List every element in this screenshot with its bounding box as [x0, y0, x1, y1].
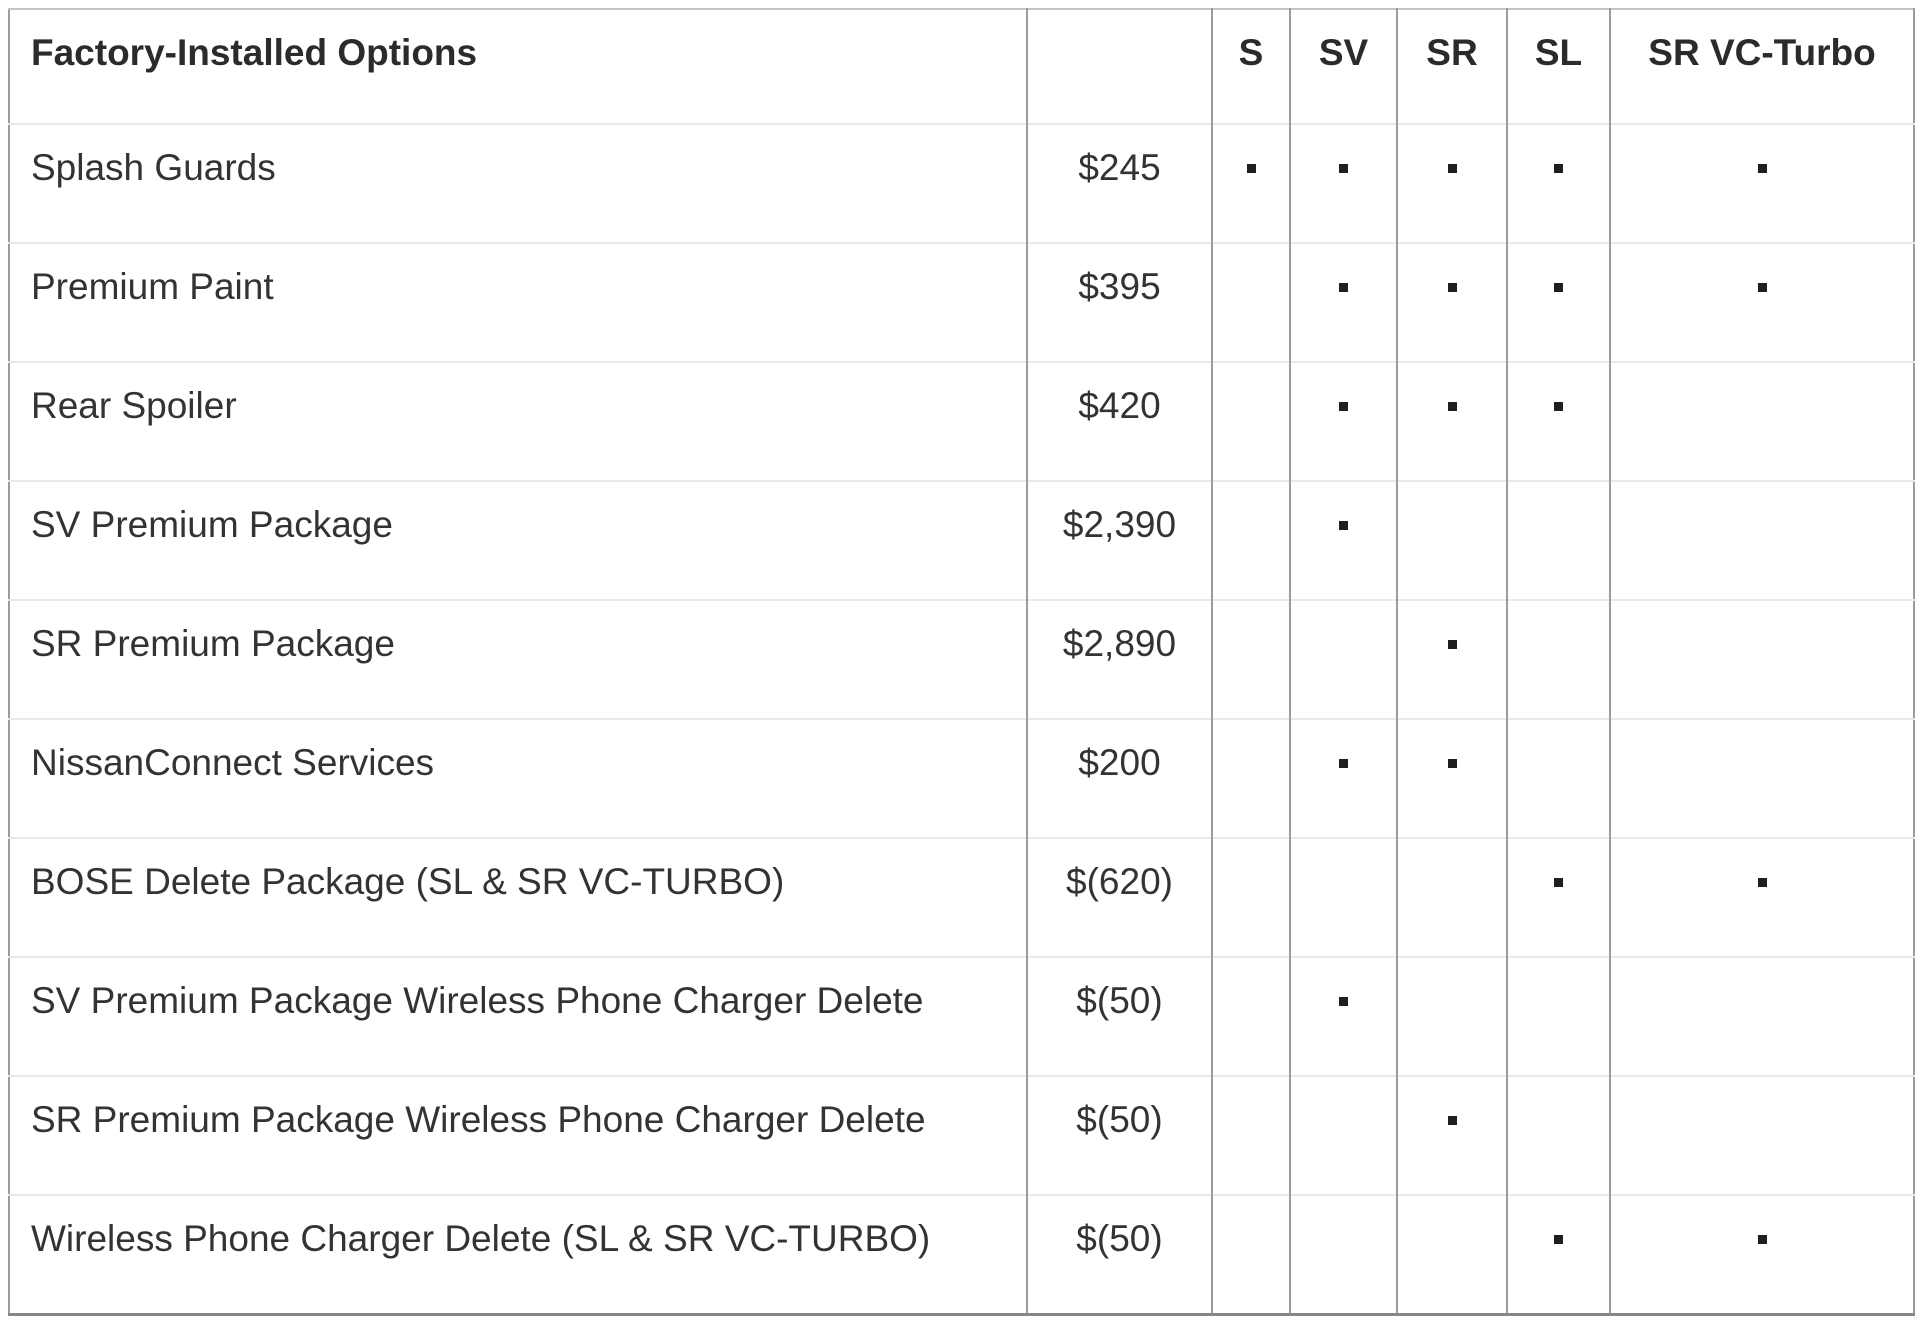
trim-header-sl: SL [1507, 9, 1610, 124]
options-table-body [9, 124, 1914, 1314]
availability-cell-sr [1397, 362, 1507, 481]
availability-dot [1339, 283, 1348, 292]
availability-cell-sr [1397, 600, 1507, 719]
availability-dot [1448, 164, 1457, 173]
table-title: Factory-Installed Options [31, 32, 478, 73]
table-row [9, 838, 1914, 957]
option-name: SR Premium Package Wireless Phone Charger Delete [9, 1076, 1027, 1195]
availability-cell-s [1212, 719, 1290, 838]
availability-dot [1339, 402, 1348, 411]
option-price: $2,390 [1027, 481, 1212, 600]
table-row [9, 600, 1914, 719]
availability-cell-sr [1397, 243, 1507, 362]
trim-header-sr: SR [1397, 9, 1507, 124]
availability-cell-sv [1290, 838, 1397, 957]
availability-cell-sl [1507, 1195, 1610, 1314]
availability-cell-sl [1507, 719, 1610, 838]
availability-cell-sr [1397, 481, 1507, 600]
availability-dot [1758, 878, 1767, 887]
availability-cell-s [1212, 1195, 1290, 1314]
header-row [9, 9, 1914, 124]
availability-dot [1247, 164, 1256, 173]
availability-cell-s [1212, 243, 1290, 362]
table-row [9, 362, 1914, 481]
table-row [9, 957, 1914, 1076]
availability-cell-sr-vc-turbo [1610, 838, 1914, 957]
availability-cell-sl [1507, 243, 1610, 362]
availability-dot [1448, 283, 1457, 292]
availability-cell-sr [1397, 957, 1507, 1076]
availability-dot [1554, 164, 1563, 173]
availability-cell-s [1212, 957, 1290, 1076]
availability-cell-sl [1507, 481, 1610, 600]
table-row [9, 243, 1914, 362]
option-price: $200 [1027, 719, 1212, 838]
availability-dot [1554, 402, 1563, 411]
option-name: Premium Paint [9, 243, 1027, 362]
availability-cell-sv [1290, 1195, 1397, 1314]
availability-cell-s [1212, 124, 1290, 243]
availability-cell-s [1212, 481, 1290, 600]
availability-cell-sl [1507, 957, 1610, 1076]
availability-cell-sl [1507, 362, 1610, 481]
availability-cell-sv [1290, 957, 1397, 1076]
table-row [9, 481, 1914, 600]
availability-cell-sv [1290, 362, 1397, 481]
availability-cell-sr-vc-turbo [1610, 719, 1914, 838]
availability-cell-sl [1507, 124, 1610, 243]
availability-cell-sr-vc-turbo [1610, 600, 1914, 719]
option-name: NissanConnect Services [9, 719, 1027, 838]
availability-cell-s [1212, 600, 1290, 719]
availability-cell-sr-vc-turbo [1610, 124, 1914, 243]
availability-dot [1448, 759, 1457, 768]
availability-cell-sr-vc-turbo [1610, 362, 1914, 481]
option-price: $(620) [1027, 838, 1212, 957]
availability-dot [1448, 1116, 1457, 1125]
availability-cell-sr-vc-turbo [1610, 957, 1914, 1076]
option-name: SV Premium Package Wireless Phone Charger Delete [9, 957, 1027, 1076]
availability-cell-sr [1397, 719, 1507, 838]
availability-dot [1758, 164, 1767, 173]
option-name: BOSE Delete Package (SL & SR VC-TURBO) [9, 838, 1027, 957]
availability-cell-sv [1290, 243, 1397, 362]
option-price: $(50) [1027, 957, 1212, 1076]
availability-cell-sv [1290, 481, 1397, 600]
availability-cell-sr-vc-turbo [1610, 1076, 1914, 1195]
option-price: $395 [1027, 243, 1212, 362]
trim-header-s: S [1212, 9, 1290, 124]
availability-dot [1758, 283, 1767, 292]
trim-header-sr-vc-turbo: SR VC-Turbo [1610, 9, 1914, 124]
option-price: $(50) [1027, 1195, 1212, 1314]
availability-dot [1448, 640, 1457, 649]
option-name: Wireless Phone Charger Delete (SL & SR VC-TURBO) [9, 1195, 1027, 1314]
availability-dot [1339, 164, 1348, 173]
availability-cell-sr-vc-turbo [1610, 481, 1914, 600]
option-price: $(50) [1027, 1076, 1212, 1195]
availability-cell-sr [1397, 838, 1507, 957]
availability-cell-sr [1397, 1195, 1507, 1314]
availability-cell-sr [1397, 124, 1507, 243]
availability-dot [1554, 878, 1563, 887]
availability-cell-sl [1507, 600, 1610, 719]
availability-dot [1758, 1235, 1767, 1244]
option-price: $245 [1027, 124, 1212, 243]
option-name: Rear Spoiler [9, 362, 1027, 481]
availability-cell-sl [1507, 1076, 1610, 1195]
price-column-header [1027, 9, 1212, 124]
availability-dot [1554, 1235, 1563, 1244]
availability-dot [1339, 521, 1348, 530]
availability-cell-s [1212, 838, 1290, 957]
table-row [9, 719, 1914, 838]
factory-options-table [8, 8, 1915, 1316]
availability-cell-sr-vc-turbo [1610, 1195, 1914, 1314]
table-row [9, 124, 1914, 243]
option-name: SR Premium Package [9, 600, 1027, 719]
option-price: $2,890 [1027, 600, 1212, 719]
table-row [9, 1076, 1914, 1195]
availability-cell-sr-vc-turbo [1610, 243, 1914, 362]
option-name: Splash Guards [9, 124, 1027, 243]
availability-dot [1554, 283, 1563, 292]
availability-dot [1339, 997, 1348, 1006]
trim-header-sv: SV [1290, 9, 1397, 124]
availability-cell-sv [1290, 1076, 1397, 1195]
option-price: $420 [1027, 362, 1212, 481]
table-row [9, 1195, 1914, 1314]
availability-cell-sl [1507, 838, 1610, 957]
option-name: SV Premium Package [9, 481, 1027, 600]
availability-cell-sv [1290, 124, 1397, 243]
availability-dot [1448, 402, 1457, 411]
availability-cell-s [1212, 1076, 1290, 1195]
availability-cell-sr [1397, 1076, 1507, 1195]
availability-dot [1339, 759, 1348, 768]
availability-cell-sv [1290, 600, 1397, 719]
availability-cell-s [1212, 362, 1290, 481]
availability-cell-sv [1290, 719, 1397, 838]
